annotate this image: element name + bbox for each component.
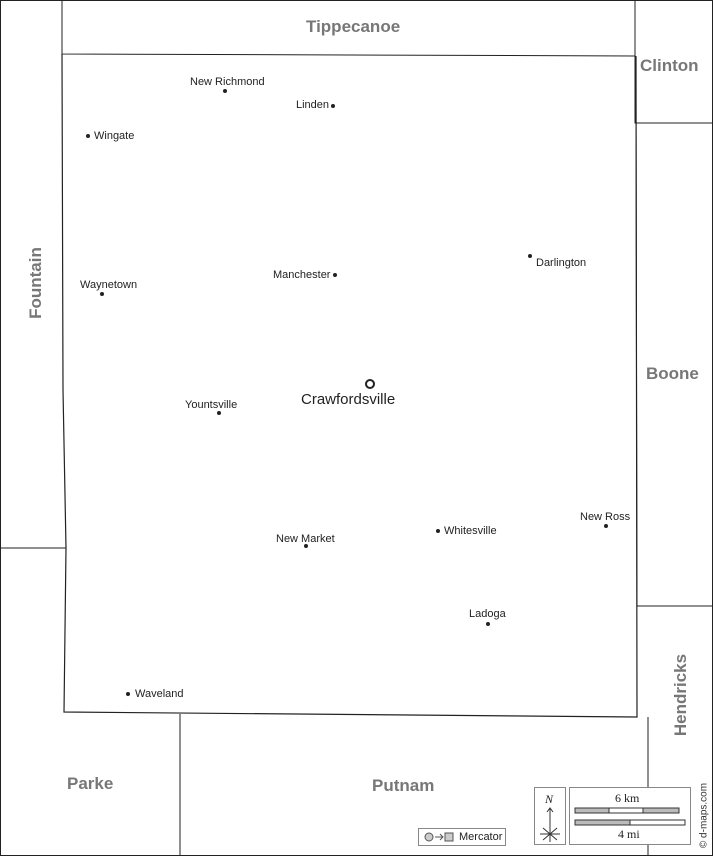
linden-label: Linden — [296, 99, 330, 111]
ladoga-label: Ladoga — [469, 608, 506, 620]
manchester-marker — [333, 273, 337, 277]
whitesville-label: Whitesville — [444, 525, 497, 537]
yountsville-label: Yountsville — [185, 399, 238, 411]
new-ross-marker — [604, 524, 608, 528]
compass-north-label: N — [545, 792, 554, 806]
county-label-parke: Parke — [67, 774, 114, 793]
county-label-tippecanoe: Tippecanoe — [306, 17, 401, 36]
linden-marker — [331, 104, 335, 108]
wingate-marker — [86, 134, 90, 138]
waynetown-marker — [100, 292, 104, 296]
darlington-label: Darlington — [536, 257, 587, 269]
county-label-boone: Boone — [646, 364, 699, 383]
yountsville-marker — [217, 411, 221, 415]
projection-label: Mercator — [459, 831, 503, 843]
map-credit: © d-maps.com — [698, 782, 710, 849]
new-ross-label: New Ross — [580, 511, 631, 523]
waveland-label: Waveland — [135, 688, 184, 700]
county-label-fountain: Fountain — [26, 247, 45, 319]
whitesville-marker — [436, 529, 440, 533]
waveland-marker — [126, 692, 130, 696]
projection-legend — [418, 828, 506, 846]
county-label-putnam: Putnam — [372, 776, 435, 795]
new-richmond-label: New Richmond — [190, 76, 265, 88]
waynetown-label: Waynetown — [80, 279, 138, 291]
darlington-marker — [528, 254, 532, 258]
new-market-label: New Market — [276, 533, 335, 545]
manchester-label: Manchester — [273, 269, 331, 281]
compass-box — [534, 787, 566, 845]
scale-box — [569, 787, 691, 845]
compass-rose-icon — [535, 806, 565, 846]
crawfordsville-marker — [365, 379, 375, 389]
county-label-hendricks: Hendricks — [671, 653, 690, 737]
crawfordsville-label: Crawfordsville — [301, 391, 396, 408]
wingate-label: Wingate — [94, 130, 135, 142]
new-richmond-marker — [223, 89, 227, 93]
projection-icon — [421, 829, 461, 845]
scale-mi-label: 4 mi — [618, 827, 640, 841]
ladoga-marker — [486, 622, 490, 626]
scale-km-label: 6 km — [615, 791, 640, 805]
county-label-clinton: Clinton — [640, 56, 699, 75]
